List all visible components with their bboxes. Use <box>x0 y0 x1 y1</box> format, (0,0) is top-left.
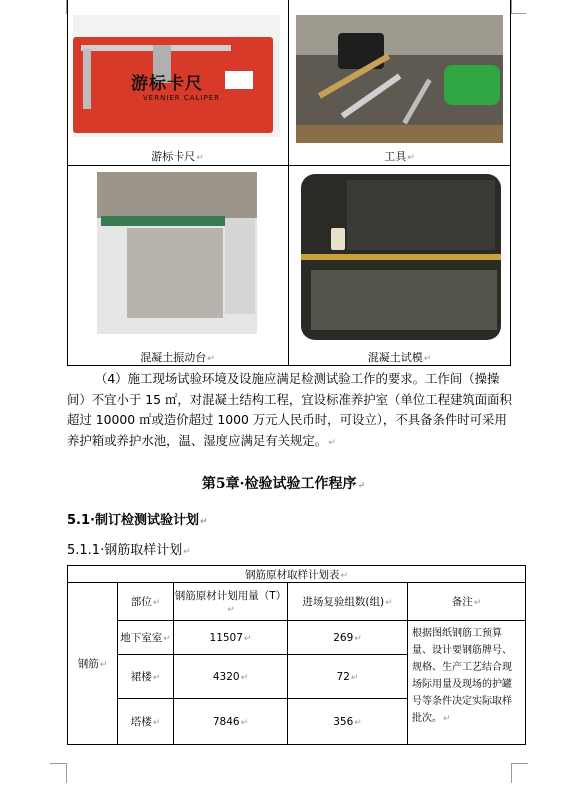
caption-tools: 工具↵ <box>384 150 415 163</box>
header-remarks: 备注↵ <box>408 583 526 621</box>
row-location: 地下室室↵ <box>118 621 174 655</box>
row-amount: 4320↵ <box>174 655 288 699</box>
remarks-cell: 根据图纸钢筋工预算量、设计要钢筋牌号、规格、生产工艺结合现场际用量及现场的护罐号等条件决定实际取样批次。↵ <box>408 621 526 745</box>
vernier-caliper-photo <box>73 15 280 137</box>
crop-mark-top-right-v <box>511 0 512 14</box>
caption-concrete-molds: 混凝土试模↵ <box>367 351 432 364</box>
row-amount: 7846↵ <box>174 699 288 745</box>
requirements-paragraph: （4）施工现场试验环境及设施应满足检测试验工作的要求。工作间（操操间）不宜小于 15 ㎡，对混凝土结构工程，宜设标准养护室（单位工程建筑面面积超过 10000 ㎡或造价超过 1000 万元人民币时，可设立），不具备条件时可采用养护箱或养护水池，温、湿度应满足有关规定。↵ <box>67 371 512 448</box>
row-groups: 356↵ <box>288 699 408 745</box>
caption-vibration-table: 混凝土振动台↵ <box>140 351 215 364</box>
vibration-table-photo <box>97 172 257 334</box>
subsection-heading: 5.1.1·钢筋取样计划↵ <box>67 543 191 558</box>
header-location: 部位↵ <box>118 583 174 621</box>
crop-mark-top-right-h <box>511 13 526 14</box>
table-title: 钢筋原材取样计划表↵ <box>68 566 526 583</box>
row-location: 塔楼↵ <box>118 699 174 745</box>
table-row <box>68 621 526 655</box>
tools-photo <box>296 15 503 143</box>
header-planned-amount: 钢筋原材计划用量（T）↵ <box>174 583 288 621</box>
row-amount: 11507↵ <box>174 621 288 655</box>
caliper-sub-text: VERNIER CALIPER <box>143 94 221 102</box>
section-heading: 5.1·制订检测试验计划↵ <box>67 513 208 528</box>
row-groups: 269↵ <box>288 621 408 655</box>
rebar-sampling-table <box>67 565 526 745</box>
chapter-heading: 第5章·检验试验工作程序↵ <box>201 476 366 492</box>
category-cell: 钢筋↵ <box>68 583 118 745</box>
caption-caliper: 游标卡尺↵ <box>151 150 204 163</box>
row-location: 裙楼↵ <box>118 655 174 699</box>
crop-mark-bottom-left-h <box>50 763 67 764</box>
crop-mark-bottom-left-v <box>66 763 67 783</box>
caliper-logo-text: 游标卡尺 <box>131 74 203 94</box>
header-retest-groups: 进场复验组数(组)↵ <box>288 583 408 621</box>
crop-mark-bottom-right-h <box>511 763 528 764</box>
concrete-molds-photo <box>301 174 501 340</box>
row-groups: 72↵ <box>288 655 408 699</box>
crop-mark-bottom-right-v <box>511 763 512 783</box>
